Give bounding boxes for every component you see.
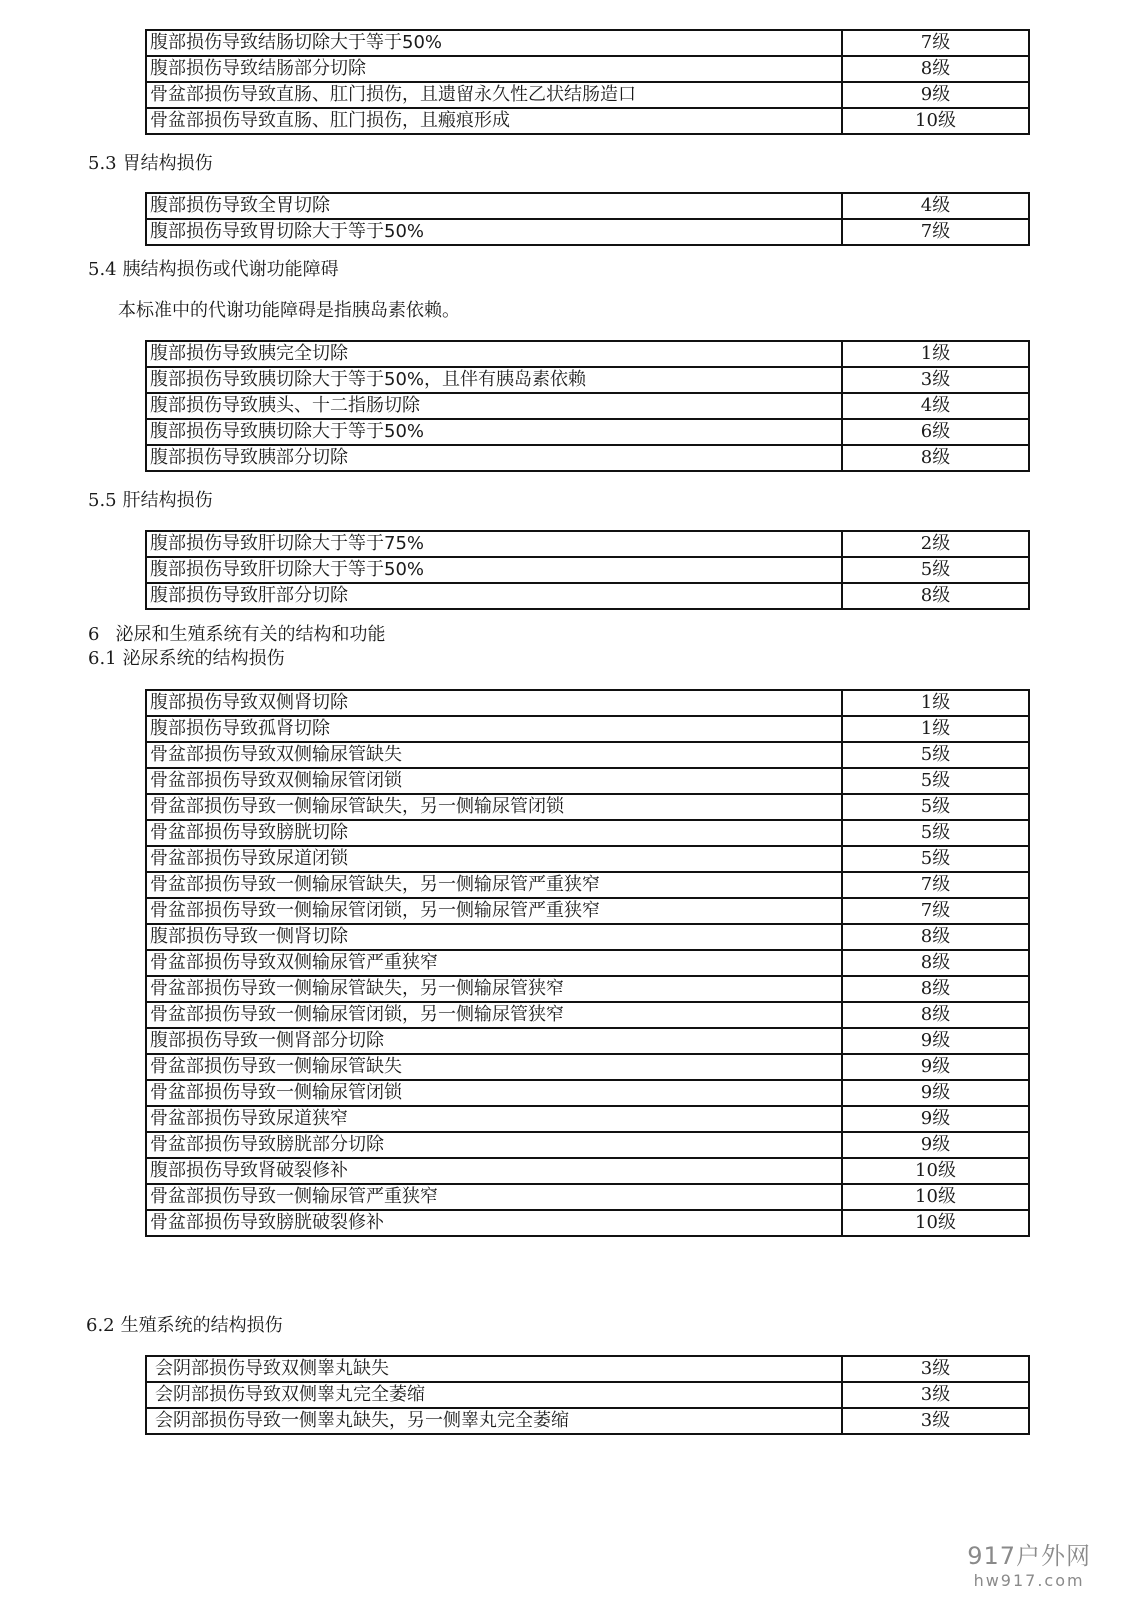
injury-description-cell: 腹部损伤导致一侧肾切除 <box>146 924 842 950</box>
disability-level-cell: 2级 <box>842 531 1029 557</box>
grading-table-pancreas <box>145 340 1030 472</box>
disability-level-cell: 7级 <box>842 898 1029 924</box>
injury-description-cell: 骨盆部损伤导致直肠、肛门损伤，且瘢痕形成 <box>146 108 842 134</box>
disability-level-cell: 8级 <box>842 950 1029 976</box>
section-heading-5-4 <box>88 259 339 281</box>
disability-level-cell: 5级 <box>842 820 1029 846</box>
injury-description-cell: 骨盆部损伤导致一侧输尿管闭锁，另一侧输尿管狭窄 <box>146 1002 842 1028</box>
table-body <box>146 341 1029 471</box>
watermark-site-name: 917户外网 <box>967 1542 1091 1570</box>
disability-level-cell: 5级 <box>842 768 1029 794</box>
disability-level-cell: 7级 <box>842 219 1029 245</box>
section-heading-5-5 <box>88 490 213 512</box>
injury-description-cell: 腹部损伤导致双侧肾切除 <box>146 690 842 716</box>
disability-level-cell: 8级 <box>842 583 1029 609</box>
table-row <box>146 820 1029 846</box>
disability-level-cell: 6级 <box>842 419 1029 445</box>
grading-table-liver <box>145 530 1030 610</box>
section-number: 6.2 <box>86 1315 115 1336</box>
table-row <box>146 1002 1029 1028</box>
disability-level-cell: 7级 <box>842 30 1029 56</box>
table-body <box>146 1356 1029 1434</box>
table-row <box>146 583 1029 609</box>
watermark-domain: hw917.com <box>973 1571 1085 1590</box>
grading-table-urinary <box>145 689 1030 1237</box>
disability-level-cell: 1级 <box>842 716 1029 742</box>
disability-level-cell: 9级 <box>842 1028 1029 1054</box>
site-watermark <box>967 1536 1091 1590</box>
disability-level-cell: 9级 <box>842 82 1029 108</box>
section-number: 5.3 <box>88 153 117 174</box>
table-row <box>146 1054 1029 1080</box>
disability-level-cell: 10级 <box>842 1158 1029 1184</box>
table-row <box>146 924 1029 950</box>
injury-description-cell: 骨盆部损伤导致一侧输尿管闭锁，另一侧输尿管严重狭窄 <box>146 898 842 924</box>
table-body <box>146 30 1029 134</box>
table-row <box>146 1132 1029 1158</box>
table-row <box>146 419 1029 445</box>
disability-level-cell: 3级 <box>842 1356 1029 1382</box>
grading-table-colon-rectum <box>145 29 1030 135</box>
disability-level-cell: 8级 <box>842 976 1029 1002</box>
table-row <box>146 1184 1029 1210</box>
injury-description-cell: 骨盆部损伤导致一侧输尿管缺失 <box>146 1054 842 1080</box>
section-heading-6-2 <box>86 1315 283 1337</box>
disability-level-cell: 10级 <box>842 108 1029 134</box>
table-row <box>146 1356 1029 1382</box>
table-row <box>146 82 1029 108</box>
injury-description-cell: 骨盆部损伤导致双侧输尿管严重狭窄 <box>146 950 842 976</box>
injury-description-cell: 会阴部损伤导致双侧睾丸完全萎缩 <box>146 1382 842 1408</box>
table-row <box>146 219 1029 245</box>
section-heading-6 <box>88 624 385 646</box>
table-row <box>146 1028 1029 1054</box>
table-row <box>146 690 1029 716</box>
disability-level-cell: 5级 <box>842 742 1029 768</box>
injury-description-cell: 腹部损伤导致肾破裂修补 <box>146 1158 842 1184</box>
injury-description-cell: 腹部损伤导致胰头、十二指肠切除 <box>146 393 842 419</box>
disability-level-cell: 4级 <box>842 393 1029 419</box>
disability-level-cell: 9级 <box>842 1132 1029 1158</box>
injury-description-cell: 会阴部损伤导致一侧睾丸缺失，另一侧睾丸完全萎缩 <box>146 1408 842 1434</box>
injury-description-cell: 腹部损伤导致肝部分切除 <box>146 583 842 609</box>
disability-level-cell: 8级 <box>842 56 1029 82</box>
table-row <box>146 531 1029 557</box>
injury-description-cell: 骨盆部损伤导致尿道闭锁 <box>146 846 842 872</box>
disability-level-cell: 8级 <box>842 445 1029 471</box>
injury-description-cell: 骨盆部损伤导致一侧输尿管严重狭窄 <box>146 1184 842 1210</box>
table-row <box>146 1080 1029 1106</box>
table-row <box>146 367 1029 393</box>
table-row <box>146 716 1029 742</box>
table-row <box>146 341 1029 367</box>
table-row <box>146 1210 1029 1236</box>
disability-level-cell: 5级 <box>842 846 1029 872</box>
section-title: 肝结构损伤 <box>122 490 213 511</box>
injury-description-cell: 腹部损伤导致胃切除大于等于50% <box>146 219 842 245</box>
disability-level-cell: 5级 <box>842 557 1029 583</box>
disability-level-cell: 1级 <box>842 341 1029 367</box>
section-title: 胰结构损伤或代谢功能障碍 <box>122 259 339 280</box>
injury-description-cell: 骨盆部损伤导致尿道狭窄 <box>146 1106 842 1132</box>
disability-level-cell: 9级 <box>842 1054 1029 1080</box>
injury-description-cell: 骨盆部损伤导致直肠、肛门损伤，且遗留永久性乙状结肠造口 <box>146 82 842 108</box>
disability-level-cell: 10级 <box>842 1184 1029 1210</box>
injury-description-cell: 骨盆部损伤导致一侧输尿管闭锁 <box>146 1080 842 1106</box>
injury-description-cell: 骨盆部损伤导致膀胱部分切除 <box>146 1132 842 1158</box>
table-row <box>146 30 1029 56</box>
section-heading-6-1 <box>88 648 285 670</box>
table-body <box>146 531 1029 609</box>
disability-level-cell: 4级 <box>842 193 1029 219</box>
injury-description-cell: 腹部损伤导致结肠切除大于等于50% <box>146 30 842 56</box>
section-number: 6 <box>88 624 100 645</box>
injury-description-cell: 腹部损伤导致肝切除大于等于50% <box>146 557 842 583</box>
section-heading-5-3 <box>88 153 213 175</box>
table-row <box>146 950 1029 976</box>
section-note-5-4: 本标准中的代谢功能障碍是指胰岛素依赖。 <box>118 300 460 321</box>
table-row <box>146 742 1029 768</box>
injury-description-cell: 腹部损伤导致胰切除大于等于50% <box>146 419 842 445</box>
table-row <box>146 872 1029 898</box>
injury-description-cell: 腹部损伤导致结肠部分切除 <box>146 56 842 82</box>
section-title: 泌尿系统的结构损伤 <box>122 648 285 669</box>
disability-level-cell: 8级 <box>842 1002 1029 1028</box>
table-row <box>146 794 1029 820</box>
table-row <box>146 1106 1029 1132</box>
injury-description-cell: 骨盆部损伤导致一侧输尿管缺失，另一侧输尿管闭锁 <box>146 794 842 820</box>
grading-table-reproductive <box>145 1355 1030 1435</box>
section-title: 生殖系统的结构损伤 <box>120 1315 283 1336</box>
table-body <box>146 690 1029 1236</box>
injury-description-cell: 骨盆部损伤导致双侧输尿管闭锁 <box>146 768 842 794</box>
injury-description-cell: 腹部损伤导致一侧肾部分切除 <box>146 1028 842 1054</box>
disability-level-cell: 9级 <box>842 1106 1029 1132</box>
disability-level-cell: 3级 <box>842 367 1029 393</box>
table-row <box>146 976 1029 1002</box>
injury-description-cell: 腹部损伤导致胰切除大于等于50%，且伴有胰岛素依赖 <box>146 367 842 393</box>
injury-description-cell: 腹部损伤导致胰部分切除 <box>146 445 842 471</box>
table-row <box>146 1158 1029 1184</box>
section-title: 胃结构损伤 <box>122 153 213 174</box>
section-number: 5.4 <box>88 259 117 280</box>
table-row <box>146 768 1029 794</box>
injury-description-cell: 腹部损伤导致孤肾切除 <box>146 716 842 742</box>
disability-level-cell: 9级 <box>842 1080 1029 1106</box>
injury-description-cell: 骨盆部损伤导致膀胱切除 <box>146 820 842 846</box>
table-row <box>146 193 1029 219</box>
table-row <box>146 393 1029 419</box>
section-title: 泌尿和生殖系统有关的结构和功能 <box>115 624 386 645</box>
table-body <box>146 193 1029 245</box>
table-row <box>146 445 1029 471</box>
injury-description-cell: 骨盆部损伤导致一侧输尿管缺失，另一侧输尿管狭窄 <box>146 976 842 1002</box>
injury-description-cell: 腹部损伤导致胰完全切除 <box>146 341 842 367</box>
injury-description-cell: 腹部损伤导致全胃切除 <box>146 193 842 219</box>
grading-table-stomach <box>145 192 1030 246</box>
table-row <box>146 557 1029 583</box>
table-row <box>146 56 1029 82</box>
section-number: 5.5 <box>88 490 117 511</box>
disability-level-cell: 8级 <box>842 924 1029 950</box>
table-row <box>146 1408 1029 1434</box>
disability-level-cell: 7级 <box>842 872 1029 898</box>
injury-description-cell: 骨盆部损伤导致一侧输尿管缺失，另一侧输尿管严重狭窄 <box>146 872 842 898</box>
table-row <box>146 108 1029 134</box>
disability-level-cell: 1级 <box>842 690 1029 716</box>
table-row <box>146 846 1029 872</box>
disability-level-cell: 10级 <box>842 1210 1029 1236</box>
disability-level-cell: 3级 <box>842 1408 1029 1434</box>
table-row <box>146 1382 1029 1408</box>
disability-level-cell: 5级 <box>842 794 1029 820</box>
injury-description-cell: 会阴部损伤导致双侧睾丸缺失 <box>146 1356 842 1382</box>
injury-description-cell: 骨盆部损伤导致膀胱破裂修补 <box>146 1210 842 1236</box>
injury-description-cell: 腹部损伤导致肝切除大于等于75% <box>146 531 842 557</box>
disability-level-cell: 3级 <box>842 1382 1029 1408</box>
table-row <box>146 898 1029 924</box>
section-number: 6.1 <box>88 648 117 669</box>
injury-description-cell: 骨盆部损伤导致双侧输尿管缺失 <box>146 742 842 768</box>
